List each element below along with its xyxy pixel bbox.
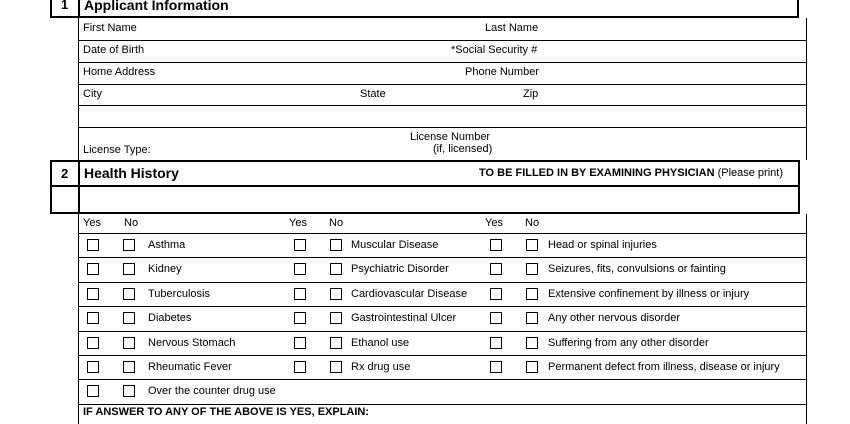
physician-note-plain: (Please print) <box>714 167 783 179</box>
city-label: City <box>83 88 102 100</box>
state-label: State <box>360 88 386 100</box>
col1-yes-checkbox[interactable] <box>87 312 99 324</box>
col3-no-checkbox[interactable] <box>526 263 538 275</box>
license-type-label: License Type: <box>83 144 151 156</box>
col1-no-checkbox[interactable] <box>123 239 135 251</box>
zip-label: Zip <box>523 88 539 100</box>
col2-condition-label: Cardiovascular Disease <box>351 287 468 300</box>
col1-no-checkbox[interactable] <box>123 288 135 300</box>
col2-yes-checkbox[interactable] <box>294 239 306 251</box>
col2-condition-label: Psychiatric Disorder <box>351 263 449 276</box>
col3-yes-checkbox[interactable] <box>490 361 502 373</box>
physician-note-bold: TO BE FILLED IN BY EXAMINING PHYSICIAN <box>479 167 715 179</box>
yes-header-col1: Yes <box>83 217 101 229</box>
last-name-label: Last Name <box>485 22 539 34</box>
address-label: Home Address <box>83 66 156 78</box>
health-row-line <box>78 331 807 332</box>
col3-condition-label: Any other nervous disorder <box>548 312 681 325</box>
col2-no-checkbox[interactable] <box>330 312 342 324</box>
col3-condition-label: Suffering from any other disorder <box>548 336 709 349</box>
explain-label: IF ANSWER TO ANY OF THE ABOVE IS YES, EXPLAIN: <box>83 406 370 418</box>
col1-yes-checkbox[interactable] <box>87 239 99 251</box>
col1-yes-checkbox[interactable] <box>87 337 99 349</box>
col2-yes-checkbox[interactable] <box>294 337 306 349</box>
section-2-title: Health History <box>84 165 179 181</box>
col1-condition-label: Tuberculosis <box>148 287 210 300</box>
col1-condition-label: Nervous Stomach <box>148 336 236 349</box>
license-number-label: License Number <box>410 131 491 143</box>
row-line <box>78 105 807 106</box>
col2-no-checkbox[interactable] <box>330 263 342 275</box>
col3-yes-checkbox[interactable] <box>490 288 502 300</box>
if-licensed-label: (if, licensed) <box>433 143 493 155</box>
col1-yes-checkbox[interactable] <box>87 385 99 397</box>
no-header-col1: No <box>124 217 139 229</box>
section-2-number-divider <box>78 160 80 214</box>
col3-yes-checkbox[interactable] <box>490 337 502 349</box>
col3-condition-label: Seizures, fits, convulsions or fainting <box>548 263 726 276</box>
col3-condition-label: Permanent defect from illness, disease or injury <box>548 361 780 373</box>
row-line <box>78 127 807 128</box>
physician-note <box>479 167 783 180</box>
col1-condition-label: Kidney <box>148 263 182 276</box>
yes-header-col2: Yes <box>289 217 307 229</box>
col3-no-checkbox[interactable] <box>526 239 538 251</box>
col2-no-checkbox[interactable] <box>330 361 342 373</box>
phone-label: Phone Number <box>465 66 539 78</box>
col3-condition-label: Extensive confinement by illness or injury <box>548 287 750 300</box>
col2-yes-checkbox[interactable] <box>294 288 306 300</box>
col3-yes-checkbox[interactable] <box>490 312 502 324</box>
col3-no-checkbox[interactable] <box>526 361 538 373</box>
health-row-line <box>78 282 807 283</box>
col1-no-checkbox[interactable] <box>123 385 135 397</box>
col1-no-checkbox[interactable] <box>123 337 135 349</box>
col2-condition-label: Rx drug use <box>351 361 411 373</box>
row-line <box>78 84 807 85</box>
col2-no-checkbox[interactable] <box>330 337 342 349</box>
section-2-number: 2 <box>61 166 69 181</box>
section-1-number-divider <box>78 0 80 16</box>
col2-yes-checkbox[interactable] <box>294 263 306 275</box>
col2-condition-label: Gastrointestinal Ulcer <box>351 312 457 325</box>
health-row-line <box>78 404 807 405</box>
col3-yes-checkbox[interactable] <box>490 263 502 275</box>
health-row-line <box>78 306 807 307</box>
col1-no-checkbox[interactable] <box>123 312 135 324</box>
col3-no-checkbox[interactable] <box>526 337 538 349</box>
col1-no-checkbox[interactable] <box>123 263 135 275</box>
yes-header-col3: Yes <box>485 217 503 229</box>
col1-condition-label: Over the counter drug use <box>148 385 276 398</box>
health-row-line <box>78 233 807 234</box>
col3-yes-checkbox[interactable] <box>490 239 502 251</box>
col2-condition-label: Muscular Disease <box>351 239 439 251</box>
health-row-line <box>78 257 807 258</box>
col1-condition-label: Diabetes <box>148 312 192 325</box>
section-1-title: Applicant Information <box>84 0 229 13</box>
no-header-col3: No <box>525 217 540 229</box>
col3-no-checkbox[interactable] <box>526 312 538 324</box>
dob-label: Date of Birth <box>83 44 145 56</box>
health-row-line <box>78 355 807 356</box>
first-name-label: First Name <box>83 22 137 34</box>
col1-yes-checkbox[interactable] <box>87 361 99 373</box>
ssn-label: *Social Security # <box>451 44 538 56</box>
section-1-number: 1 <box>61 0 69 12</box>
col2-yes-checkbox[interactable] <box>294 312 306 324</box>
col1-yes-checkbox[interactable] <box>87 263 99 275</box>
row-line <box>78 62 807 63</box>
col3-condition-label: Head or spinal injuries <box>548 239 657 251</box>
row-line <box>78 40 807 41</box>
col2-no-checkbox[interactable] <box>330 239 342 251</box>
health-row-line <box>78 379 807 380</box>
col1-condition-label: Rheumatic Fever <box>148 361 232 373</box>
col2-condition-label: Ethanol use <box>351 336 410 349</box>
col2-no-checkbox[interactable] <box>330 288 342 300</box>
col1-yes-checkbox[interactable] <box>87 288 99 300</box>
section-2-mid-line <box>50 185 800 187</box>
no-header-col2: No <box>329 217 344 229</box>
col1-condition-label: Asthma <box>148 239 186 251</box>
col3-no-checkbox[interactable] <box>526 288 538 300</box>
col1-no-checkbox[interactable] <box>123 361 135 373</box>
col2-yes-checkbox[interactable] <box>294 361 306 373</box>
